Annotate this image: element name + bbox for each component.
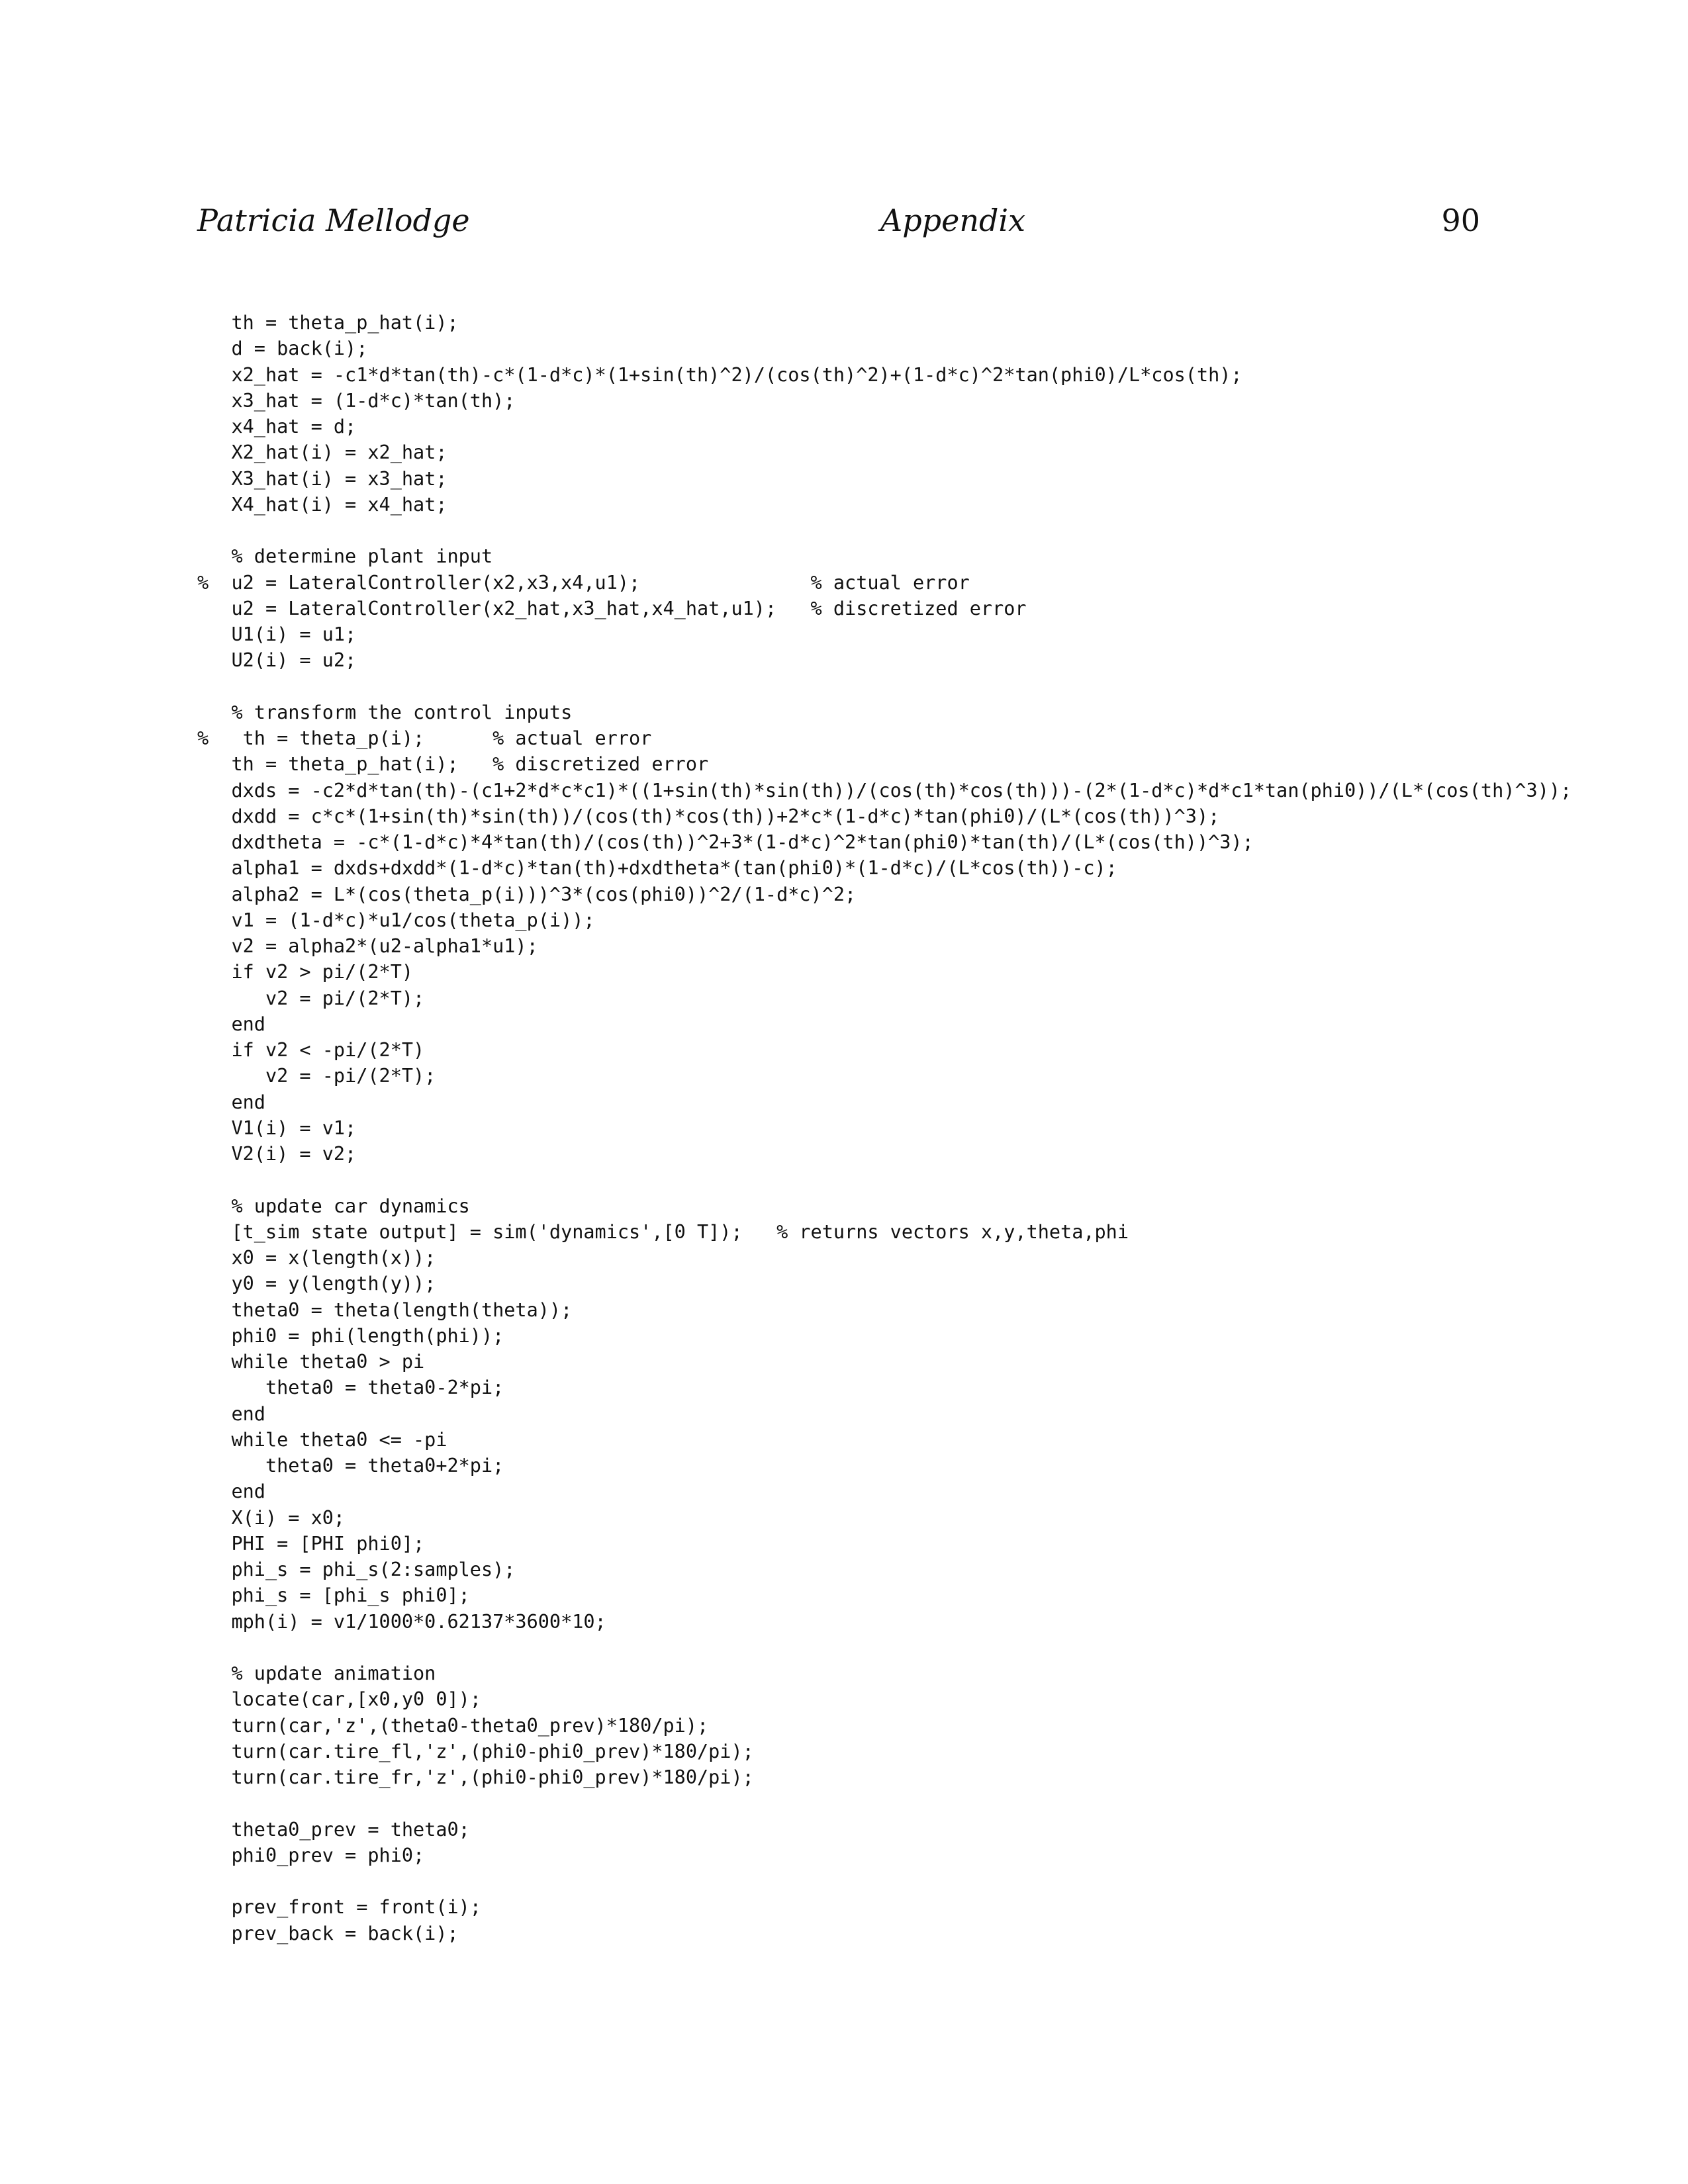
code-line: turn(car.tire_fr,'z',(phi0-phi0_prev)*180/pi); xyxy=(197,1766,754,1788)
code-line: v2 = -pi/(2*T); xyxy=(197,1065,436,1087)
code-line: dxdd = c*c*(1+sin(th)*sin(th))/(cos(th)*cos(th))+2*c*(1-d*c)*tan(phi0)/(L*(cos(th))^3); xyxy=(197,805,1220,827)
code-line: end xyxy=(197,1091,265,1113)
code-line xyxy=(197,518,1680,543)
code-line: end xyxy=(197,1480,265,1503)
code-line: X3_hat(i) = x3_hat; xyxy=(197,467,447,490)
code-line: while theta0 > pi xyxy=(197,1351,425,1373)
code-line: theta0_prev = theta0; xyxy=(197,1818,470,1841)
code-line: end xyxy=(197,1402,265,1425)
code-line: V1(i) = v1; xyxy=(197,1116,357,1139)
code-line: turn(car.tire_fl,'z',(phi0-phi0_prev)*180/pi); xyxy=(197,1740,754,1762)
code-line: v1 = (1-d*c)*u1/cos(theta_p(i)); xyxy=(197,909,595,931)
code-line xyxy=(197,1790,1680,1816)
code-line: end xyxy=(197,1013,265,1035)
code-line: theta0 = theta0-2*pi; xyxy=(197,1377,504,1399)
code-line: dxdtheta = -c*(1-d*c)*4*tan(th)/(cos(th))^2+3*(1-d*c)^2*tan(phi0)*tan(th)/(L*(cos(th))^3); xyxy=(197,831,1254,853)
code-line: X4_hat(i) = x4_hat; xyxy=(197,493,447,516)
code-line: phi0 = phi(length(phi)); xyxy=(197,1324,504,1347)
header-author: Patricia Mellodge xyxy=(197,203,470,238)
code-line: prev_front = front(i); xyxy=(197,1896,481,1919)
code-line: dxds = -c2*d*tan(th)-(c1+2*d*c*c1)*((1+sin(th)*sin(th))/(cos(th)*cos(th)))-(2*(1-d*c)*d*c1*tan(phi0))/(L*(cos(th)^3)); xyxy=(197,779,1572,801)
code-line: PHI = [PHI phi0]; xyxy=(197,1532,425,1555)
code-line xyxy=(197,674,1680,700)
code-line: phi0_prev = phi0; xyxy=(197,1844,425,1866)
code-line: th = theta_p_hat(i); % discretized error xyxy=(197,753,709,776)
code-line: turn(car,'z',(theta0-theta0_prev)*180/pi); xyxy=(197,1714,709,1737)
code-line: theta0 = theta0+2*pi; xyxy=(197,1455,504,1477)
code-line: alpha1 = dxds+dxdd*(1-d*c)*tan(th)+dxdtheta*(tan(phi0)*(1-d*c)/(L*cos(th))-c); xyxy=(197,857,1117,880)
code-line: phi_s = [phi_s phi0]; xyxy=(197,1584,470,1607)
code-line: v2 = pi/(2*T); xyxy=(197,987,425,1009)
code-line: y0 = y(length(y)); xyxy=(197,1273,436,1295)
code-line xyxy=(197,1868,1680,1894)
code-line xyxy=(197,1167,1680,1193)
code-line: % update car dynamics xyxy=(197,1195,470,1217)
code-line: V2(i) = v2; xyxy=(197,1143,357,1165)
code-line: mph(i) = v1/1000*0.62137*3600*10; xyxy=(197,1610,606,1633)
code-line: % determine plant input xyxy=(197,545,493,568)
code-line xyxy=(197,1635,1680,1661)
header-section-title: Appendix xyxy=(880,203,1026,238)
code-line: x0 = x(length(x)); xyxy=(197,1247,436,1269)
code-line: % transform the control inputs xyxy=(197,701,573,723)
code-line: x2_hat = -c1*d*tan(th)-c*(1-d*c)*(1+sin(th)^2)/(cos(th)^2)+(1-d*c)^2*tan(phi0)/L*cos(th); xyxy=(197,363,1243,386)
code-line: X2_hat(i) = x2_hat; xyxy=(197,441,447,464)
code-line: % update animation xyxy=(197,1662,436,1684)
code-line: U1(i) = u1; xyxy=(197,623,357,645)
code-line: while theta0 <= -pi xyxy=(197,1428,447,1451)
code-line: th = theta_p_hat(i); xyxy=(197,312,459,334)
code-line: d = back(i); xyxy=(197,338,368,360)
code-listing xyxy=(197,310,1680,1946)
code-line: phi_s = phi_s(2:samples); xyxy=(197,1559,516,1580)
code-line: % th = theta_p(i); % actual error xyxy=(197,727,652,749)
code-line: u2 = LateralController(x2_hat,x3_hat,x4_hat,u1); % discretized error xyxy=(197,597,1027,619)
code-line: x3_hat = (1-d*c)*tan(th); xyxy=(197,389,516,412)
code-line: X(i) = x0; xyxy=(197,1506,346,1529)
code-line: U2(i) = u2; xyxy=(197,649,357,672)
code-line: % u2 = LateralController(x2,x3,x4,u1); % actual error xyxy=(197,571,970,594)
code-line: locate(car,[x0,y0 0]); xyxy=(197,1688,481,1711)
code-line: v2 = alpha2*(u2-alpha1*u1); xyxy=(197,935,538,957)
header-page-number: 90 xyxy=(1441,203,1480,238)
code-line: theta0 = theta(length(theta)); xyxy=(197,1298,573,1321)
code-line: alpha2 = L*(cos(theta_p(i)))^3*(cos(phi0))^2/(1-d*c)^2; xyxy=(197,883,857,905)
page-header xyxy=(0,197,1688,244)
code-line: if v2 > pi/(2*T) xyxy=(197,961,414,983)
code-line: prev_back = back(i); xyxy=(197,1922,459,1944)
code-line: x4_hat = d; xyxy=(197,416,357,437)
code-line: [t_sim state output] = sim('dynamics',[0 T]); % returns vectors x,y,theta,phi xyxy=(197,1220,1129,1243)
code-line: if v2 < -pi/(2*T) xyxy=(197,1039,425,1061)
